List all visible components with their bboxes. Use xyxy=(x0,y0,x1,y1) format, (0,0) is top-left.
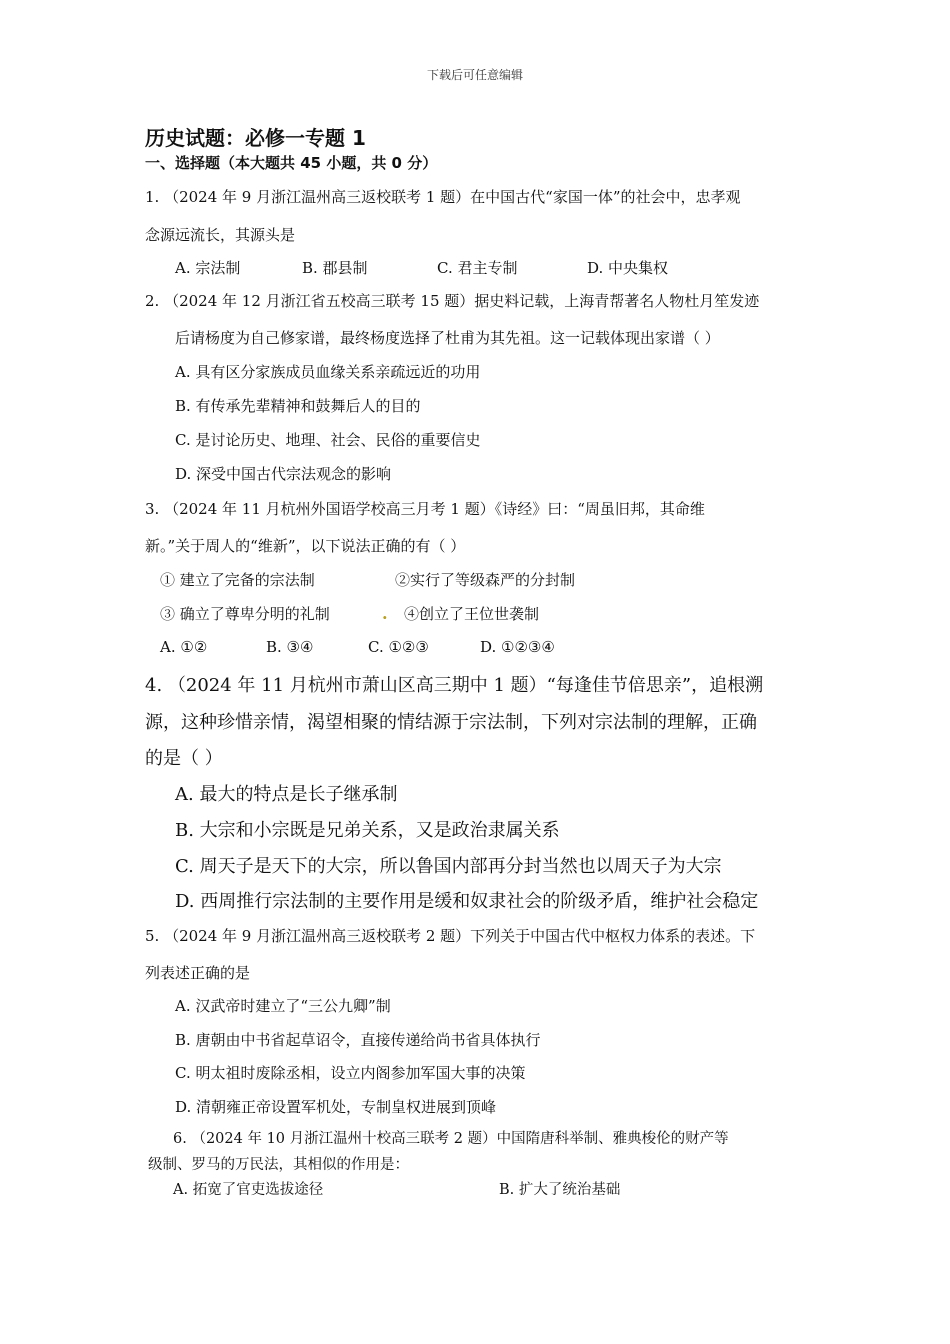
page-header: 下载后可任意编辑 xyxy=(426,68,523,82)
q5-option-a[interactable]: A. 汉武帝时建立了“三公九卿”制 xyxy=(175,997,391,1015)
q3-item-1: ① 建立了完备的宗法制 xyxy=(160,571,315,589)
q3-option-b[interactable]: B. ③④ xyxy=(266,638,314,656)
page-title: 历史试题：必修一专题 1 xyxy=(145,126,366,150)
q6-option-a[interactable]: A. 拓宽了官吏选拔途径 xyxy=(173,1182,324,1198)
q5-stem-line2: 列表述正确的是 xyxy=(145,964,251,982)
stray-dot: . xyxy=(382,604,388,623)
q3-option-d[interactable]: D. ①②③④ xyxy=(480,638,555,656)
q1-stem-line2: 念源远流长，其源头是 xyxy=(145,226,296,244)
q4-stem-line1: 4. （2024 年 11 月杭州市萧山区高三期中 1 题）“每逢佳节倍思亲”，追根溯 xyxy=(145,675,764,696)
q3-option-a[interactable]: A. ①② xyxy=(160,638,208,656)
section-heading: 一、选择题（本大题共 45 小题，共 0 分） xyxy=(145,154,438,172)
q4-stem-line3: 的是（ ） xyxy=(145,748,223,769)
q3-stem-line2: 新。”关于周人的“维新”，以下说法正确的有（ ） xyxy=(145,537,466,555)
q5-option-d[interactable]: D. 清朝雍正帝设置军机处，专制皇权进展到顶峰 xyxy=(175,1098,497,1116)
q5-stem-line1: 5. （2024 年 9 月浙江温州高三返校联考 2 题）下列关于中国古代中枢权力体系的表述。下 xyxy=(145,927,756,945)
q2-stem-line2: 后请杨度为自己修家谱，最终杨度选择了杜甫为其先祖。这一记载体现出家谱（ ） xyxy=(175,329,720,347)
q4-option-b[interactable]: B. 大宗和小宗既是兄弟关系，又是政治隶属关系 xyxy=(175,820,560,841)
q1-stem-line1: 1. （2024 年 9 月浙江温州高三返校联考 1 题）在中国古代“家国一体”的社会中，忠孝观 xyxy=(145,188,741,206)
q2-option-b[interactable]: B. 有传承先辈精神和鼓舞后人的目的 xyxy=(175,397,421,415)
q4-stem-line2: 源，这种珍惜亲情，渴望相聚的情结源于宗法制，下列对宗法制的理解，正确 xyxy=(145,712,757,733)
q1-option-b[interactable]: B. 郡县制 xyxy=(302,259,368,277)
q2-stem-line1: 2. （2024 年 12 月浙江省五校高三联考 15 题）据史料记载，上海青帮著名人物杜月笙发迹 xyxy=(145,292,760,310)
q3-item-3: ③ 确立了尊卑分明的礼制 xyxy=(160,605,330,623)
q4-option-a[interactable]: A. 最大的特点是长子继承制 xyxy=(175,784,398,805)
q1-option-a[interactable]: A. 宗法制 xyxy=(175,259,241,277)
q3-item-4: ④创立了王位世袭制 xyxy=(404,605,540,623)
q2-option-c[interactable]: C. 是讨论历史、地理、社会、民俗的重要信史 xyxy=(175,431,481,449)
q4-option-d[interactable]: D. 西周推行宗法制的主要作用是缓和奴隶社会的阶级矛盾，维护社会稳定 xyxy=(175,891,759,912)
q1-option-d[interactable]: D. 中央集权 xyxy=(587,259,669,277)
q3-stem-line1: 3. （2024 年 11 月杭州外国语学校高三月考 1 题）《诗经》曰：“周虽旧邦，其命维 xyxy=(145,500,705,518)
q4-option-c[interactable]: C. 周天子是天下的大宗，所以鲁国内部再分封当然也以周天子为大宗 xyxy=(175,856,722,877)
q1-option-c[interactable]: C. 君主专制 xyxy=(437,259,518,277)
q6-stem-line1: 6. （2024 年 10 月浙江温州十校高三联考 2 题）中国隋唐科举制、雅典梭伦的财产等 xyxy=(173,1131,729,1147)
q5-option-b[interactable]: B. 唐朝由中书省起草诏令，直接传递给尚书省具体执行 xyxy=(175,1031,541,1049)
q2-option-a[interactable]: A. 具有区分家族成员血缘关系亲疏远近的功用 xyxy=(175,363,481,381)
q2-option-d[interactable]: D. 深受中国古代宗法观念的影响 xyxy=(175,465,392,483)
q3-option-c[interactable]: C. ①②③ xyxy=(368,638,429,656)
q6-stem-line2: 级制、罗马的万民法，其相似的作用是： xyxy=(148,1157,409,1173)
q3-item-2: ②实行了等级森严的分封制 xyxy=(395,571,576,589)
q6-option-b[interactable]: B. 扩大了统治基础 xyxy=(499,1182,621,1198)
q5-option-c[interactable]: C. 明太祖时废除丞相，设立内阁参加军国大事的决策 xyxy=(175,1064,526,1082)
